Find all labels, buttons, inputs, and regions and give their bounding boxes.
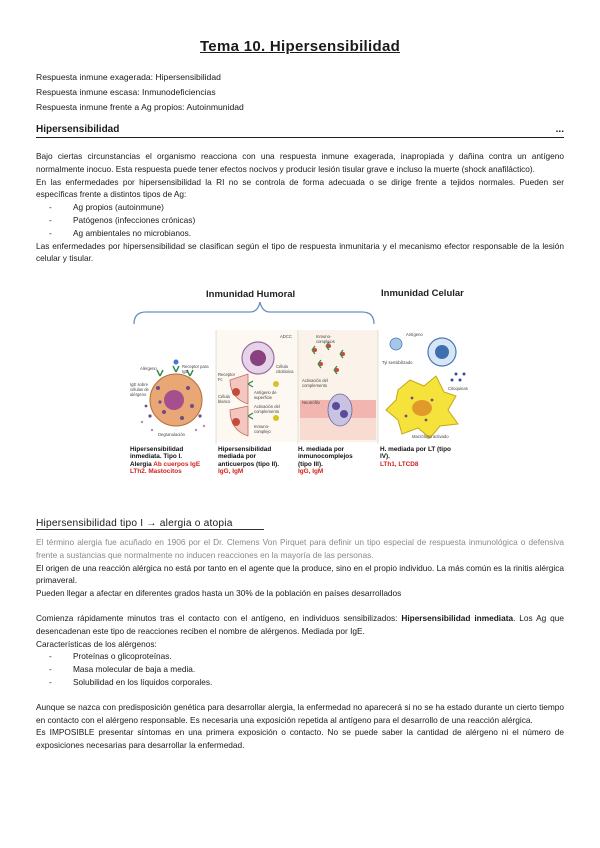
paragraph: Es IMPOSIBLE presentar síntomas en una primera exposición o contacto. No se puede saber la cantidad de alérgeno ni el número de exposiciones necesarias para desarrollar la enfermedad. xyxy=(36,727,564,751)
paragraph: Características de los alérgenos: xyxy=(36,638,157,649)
label-antigeno-superficie: Antígeno de superficie xyxy=(254,390,277,400)
paragraph: Comienza rápidamente minutos tras el contacto con el antígeno, en individuos sensibilizados: Hipersensibilidad inmediata. Los Ag que desencadenan este tipo de reacciones reciben el nombre de alérgenos. Mediada por IgE. xyxy=(36,612,564,636)
paragraph: Aunque se nazca con predisposición genética para desarrollar alergia, la enfermedad no aparecerá si no se ha estado durante un cierto tiempo en contacto con el alérgeno responsable. Es necesaria una exposición repetida al antígeno para el desarrollo de una reacción alérgica. xyxy=(36,701,564,725)
section-heading-tipo-i: Hipersensibilidad tipo I → alergia o atopia xyxy=(36,518,264,530)
neutrophil xyxy=(328,394,352,426)
label-celula-blanco: Célula blanco xyxy=(218,394,231,404)
label-ige: IgE sobre células de alérgeno xyxy=(130,382,149,397)
label-activacion-complemento-3: Activación del complemento xyxy=(302,378,328,388)
caption-type-4: H. mediada por LT (tipo IV). LTh1, LTCD8 xyxy=(380,446,451,468)
section1-body xyxy=(36,150,564,265)
humoral-label: Inmunidad Humoral xyxy=(206,289,296,300)
section-heading-text: Hipersensibilidad xyxy=(36,124,120,135)
label-degranulacion: Degranulación xyxy=(158,432,186,437)
caption-type-3: H. mediada por inmunocomplejos (tipo III). IgG, IgM xyxy=(298,446,353,476)
caption-type-1: Hipersensibilidad inmediata. Tipo I. Alergia Ab cuerpos IgE LTh2. Mastocitos xyxy=(130,446,201,476)
history-paragraph: El término alergia fue acuñado en 1906 por el Dr. Clemens Von Pirquet para definir un tipo especial de respuesta inmunológica o defensiva frente a sustancias que normalmente no inducen reacciones en la mayoría de las personas. xyxy=(36,537,564,560)
list-item: - Masa molecular de baja a media. xyxy=(36,663,564,676)
list-item: - Proteínas o glicoproteínas. xyxy=(36,650,564,663)
list-item: - Ag propios (autoinmune) xyxy=(36,201,564,214)
label-neutrofilo: Neutrófilo xyxy=(302,400,320,405)
label-inmunocomplejo: Inmuno-complejo xyxy=(254,424,271,434)
section2-body xyxy=(36,536,564,752)
intro-line: Respuesta inmune escasa: Inmunodeficiencias xyxy=(36,87,216,97)
label-celula-citotoxica: Célula citotóxica xyxy=(276,364,294,374)
hypersensitivity-figure xyxy=(130,288,480,506)
intro-line: Respuesta inmune exagerada: Hipersensibilidad xyxy=(36,72,221,82)
paragraph: Bajo ciertas circunstancias el organismo reacciona con una respuesta inmune exagerada, inapropiada y dañina contra un antígeno normalmente inocuo. Esta respuesta puede tener efectos nocivos y producir lesión tisular grave e incluso la muerte (shock anafiláctico). xyxy=(36,151,564,174)
mast-cell-nucleus xyxy=(164,390,184,410)
section-heading-hipersensibilidad xyxy=(36,124,564,138)
label-adcc: ADCC xyxy=(280,334,292,339)
intro-line: Respuesta inmune frente a Ag propios: Autoinmunidad xyxy=(36,102,244,112)
label-receptor-fc: Receptor Fc xyxy=(218,372,235,382)
paragraph: Pueden llegar a afectar en diferentes grados hasta un 30% de la población en países desarrollados xyxy=(36,588,402,599)
label-inmunocomplejos: Inmuno-complejos xyxy=(316,334,335,344)
paragraph: Las enfermedades por hipersensibilidad se clasifican según el tipo de respuesta inmunitaria y el mecanismo efector responsable de la lesión celular y tisular. xyxy=(36,240,564,264)
caption-type-2: Hipersensibilidad mediada por anticuerpos (tipo II). IgG, IgM xyxy=(218,446,280,476)
label-macrofago: Macrófago activado xyxy=(412,434,449,439)
list-item: - Ag ambientales no microbianos. xyxy=(36,227,564,240)
cellular-label: Inmunidad Celular xyxy=(381,288,464,299)
antigen-type-list xyxy=(36,201,564,239)
section-heading-ellipsis: ... xyxy=(555,124,564,135)
paragraph: En las enfermedades por hipersensibilidad la RI no se controla de forma adecuada o se dirige frente a tejidos normales. Pueden ser específicas frente a distintos tipos de Ag: xyxy=(36,176,564,200)
page-title: Tema 10. Hipersensibilidad xyxy=(199,38,401,55)
label-antigeno: Antígeno xyxy=(406,332,423,337)
label-receptor-ige: Receptor para IgE xyxy=(182,364,209,374)
intro-lines xyxy=(36,70,244,115)
list-item: - Patógenos (infecciones crónicas) xyxy=(36,214,564,227)
label-citoquinas: Citoquinas xyxy=(448,386,468,391)
label-tyi-sensibilizado: Tyi sensibilizado xyxy=(382,360,413,365)
allergen-characteristics-list xyxy=(36,650,564,688)
label-activacion-complemento: Activación del complemento xyxy=(254,404,280,414)
label-alergeno: Alérgeno xyxy=(140,366,157,371)
humoral-bracket xyxy=(134,302,374,324)
list-item: - Solubilidad en los líquidos corporales. xyxy=(36,676,564,689)
paragraph: El origen de una reacción alérgica no está por tanto en el agente que la produce, sino en el propio individuo. La más común es la rinitis alérgica primaveral. xyxy=(36,562,564,586)
